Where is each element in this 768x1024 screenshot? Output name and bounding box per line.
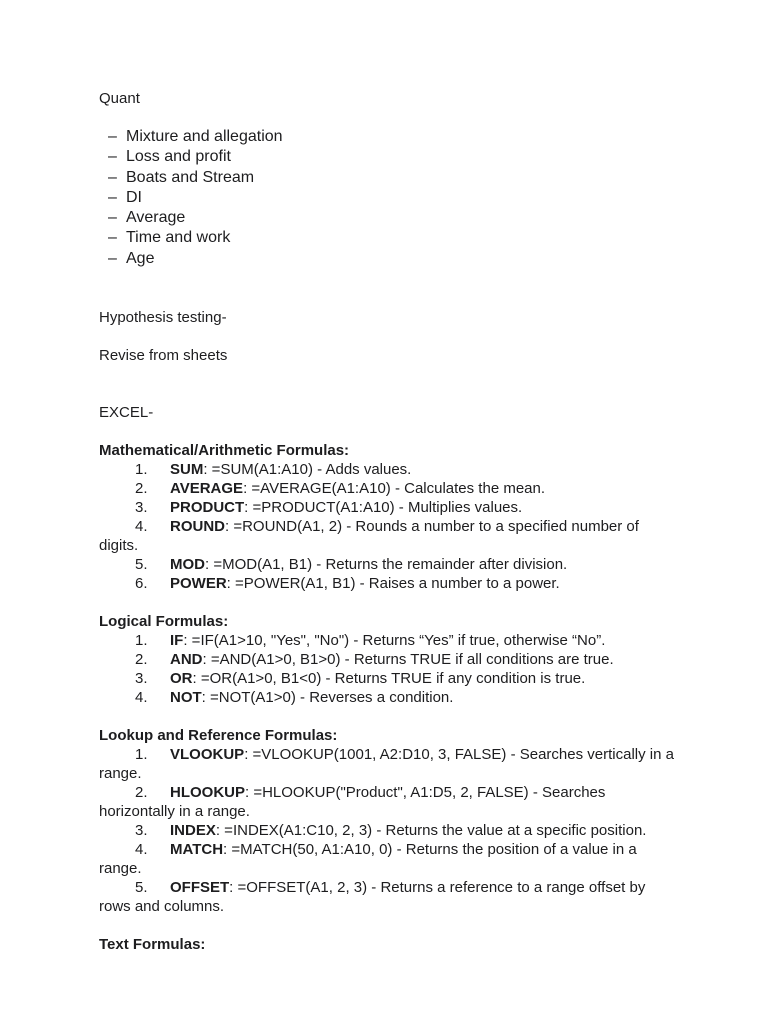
- list-item: [99, 669, 679, 688]
- dash-bullet: –: [108, 148, 117, 166]
- list-item: [99, 745, 679, 783]
- item-number: 1.: [135, 746, 148, 764]
- logical-formula-list: [99, 631, 679, 707]
- item-number: 3.: [135, 670, 148, 688]
- formula-name: MOD: [170, 556, 205, 574]
- list-item: [99, 168, 679, 188]
- section-heading-logical: Logical Formulas:: [99, 613, 229, 631]
- formula-name: VLOOKUP: [170, 746, 245, 764]
- item-number: 2.: [135, 480, 148, 498]
- item-number: 1.: [135, 461, 148, 479]
- item-number: 2.: [135, 651, 148, 669]
- dash-bullet: –: [108, 209, 117, 227]
- quant-title: Quant: [99, 90, 140, 107]
- section-heading-text: Text Formulas:: [99, 936, 206, 954]
- dash-bullet: –: [108, 128, 117, 145]
- formula-name: IF: [170, 632, 184, 650]
- formula-desc: : =OR(A1>0, B1<0) - Returns TRUE if any condition is true.: [192, 670, 586, 688]
- lookup-formula-list: [99, 745, 679, 916]
- dash-bullet: –: [108, 168, 117, 186]
- topic-label: Time and work: [126, 229, 231, 247]
- formula-name: NOT: [170, 689, 202, 707]
- item-number: 6.: [135, 575, 148, 593]
- formula-desc: : =MOD(A1, B1) - Returns the remainder after division.: [205, 556, 568, 574]
- list-item: [99, 479, 679, 498]
- formula-name: HLOOKUP: [170, 784, 245, 802]
- formula-desc: : =AVERAGE(A1:A10) - Calculates the mean.: [243, 480, 546, 498]
- list-item: [99, 208, 679, 228]
- item-number: 4.: [135, 841, 148, 859]
- item-number: 2.: [135, 784, 148, 802]
- item-number: 3.: [135, 822, 148, 840]
- formula-name: OFFSET: [170, 879, 230, 897]
- item-number: 5.: [135, 556, 148, 574]
- formula-desc: : =OFFSET(A1, 2, 3) - Returns a reference to a range offset by rows and columns.: [99, 879, 646, 916]
- formula-desc: : =INDEX(A1:C10, 2, 3) - Returns the value at a specific position.: [215, 822, 647, 840]
- formula-name: OR: [170, 670, 193, 688]
- list-item: [99, 631, 679, 650]
- formula-desc: : =ROUND(A1, 2) - Rounds a number to a specified number of digits.: [99, 518, 639, 555]
- document-page: [99, 89, 679, 954]
- item-number: 3.: [135, 499, 148, 517]
- formula-desc: : =HLOOKUP("Product", A1:D5, 2, FALSE) - Searches horizontally in a range.: [99, 784, 606, 821]
- topic-label: Boats and Stream: [126, 168, 255, 186]
- formula-name: AND: [170, 651, 203, 669]
- list-item: [99, 147, 679, 167]
- quant-topic-list: [99, 127, 679, 269]
- formula-desc: : =POWER(A1, B1) - Raises a number to a power.: [226, 575, 560, 593]
- math-formula-list: [99, 460, 679, 593]
- list-item: [99, 821, 679, 840]
- formula-name: PRODUCT: [170, 499, 245, 517]
- list-item: [99, 840, 679, 878]
- item-number: 1.: [135, 632, 148, 650]
- item-number: 4.: [135, 518, 148, 536]
- dash-bullet: –: [108, 249, 117, 267]
- formula-name: SUM: [170, 461, 204, 479]
- formula-name: ROUND: [170, 518, 225, 536]
- hypothesis-line: Hypothesis testing-: [99, 309, 227, 327]
- list-item: [99, 460, 679, 479]
- dash-bullet: –: [108, 188, 117, 206]
- list-item: [99, 498, 679, 517]
- list-item: [99, 688, 679, 707]
- list-item: [99, 650, 679, 669]
- dash-bullet: –: [108, 229, 117, 247]
- item-number: 4.: [135, 689, 148, 707]
- topic-label: Age: [126, 249, 155, 267]
- formula-desc: : =SUM(A1:A10) - Adds values.: [203, 461, 412, 479]
- formula-name: POWER: [170, 575, 227, 593]
- topic-label: Loss and profit: [126, 148, 231, 166]
- formula-desc: : =MATCH(50, A1:A10, 0) - Returns the position of a value in a range.: [99, 841, 637, 878]
- section-heading-math: Mathematical/Arithmetic Formulas:: [99, 442, 350, 460]
- formula-desc: : =NOT(A1>0) - Reverses a condition.: [201, 689, 454, 707]
- list-item: [99, 228, 679, 248]
- topic-label: Mixture and allegation: [126, 128, 283, 145]
- formula-name: MATCH: [170, 841, 224, 859]
- formula-name: AVERAGE: [170, 480, 244, 498]
- list-item: [99, 878, 679, 916]
- formula-desc: : =PRODUCT(A1:A10) - Multiplies values.: [244, 499, 523, 517]
- list-item: [99, 517, 679, 555]
- topic-label: DI: [126, 188, 142, 206]
- list-item: [99, 555, 679, 574]
- formula-desc: : =IF(A1>10, "Yes", "No") - Returns “Yes” if true, otherwise “No”.: [183, 632, 606, 650]
- list-item: [99, 783, 679, 821]
- excel-title: EXCEL-: [99, 404, 154, 422]
- section-heading-lookup: Lookup and Reference Formulas:: [99, 727, 338, 745]
- revise-line: Revise from sheets: [99, 347, 228, 365]
- item-number: 5.: [135, 879, 148, 897]
- formula-desc: : =AND(A1>0, B1>0) - Returns TRUE if all conditions are true.: [202, 651, 614, 669]
- topic-label: Average: [126, 209, 186, 227]
- list-item: [99, 574, 679, 593]
- formula-desc: : =VLOOKUP(1001, A2:D10, 3, FALSE) - Searches vertically in a range.: [99, 746, 674, 783]
- list-item: [99, 127, 679, 147]
- list-item: [99, 249, 679, 269]
- formula-name: INDEX: [170, 822, 216, 840]
- list-item: [99, 188, 679, 208]
